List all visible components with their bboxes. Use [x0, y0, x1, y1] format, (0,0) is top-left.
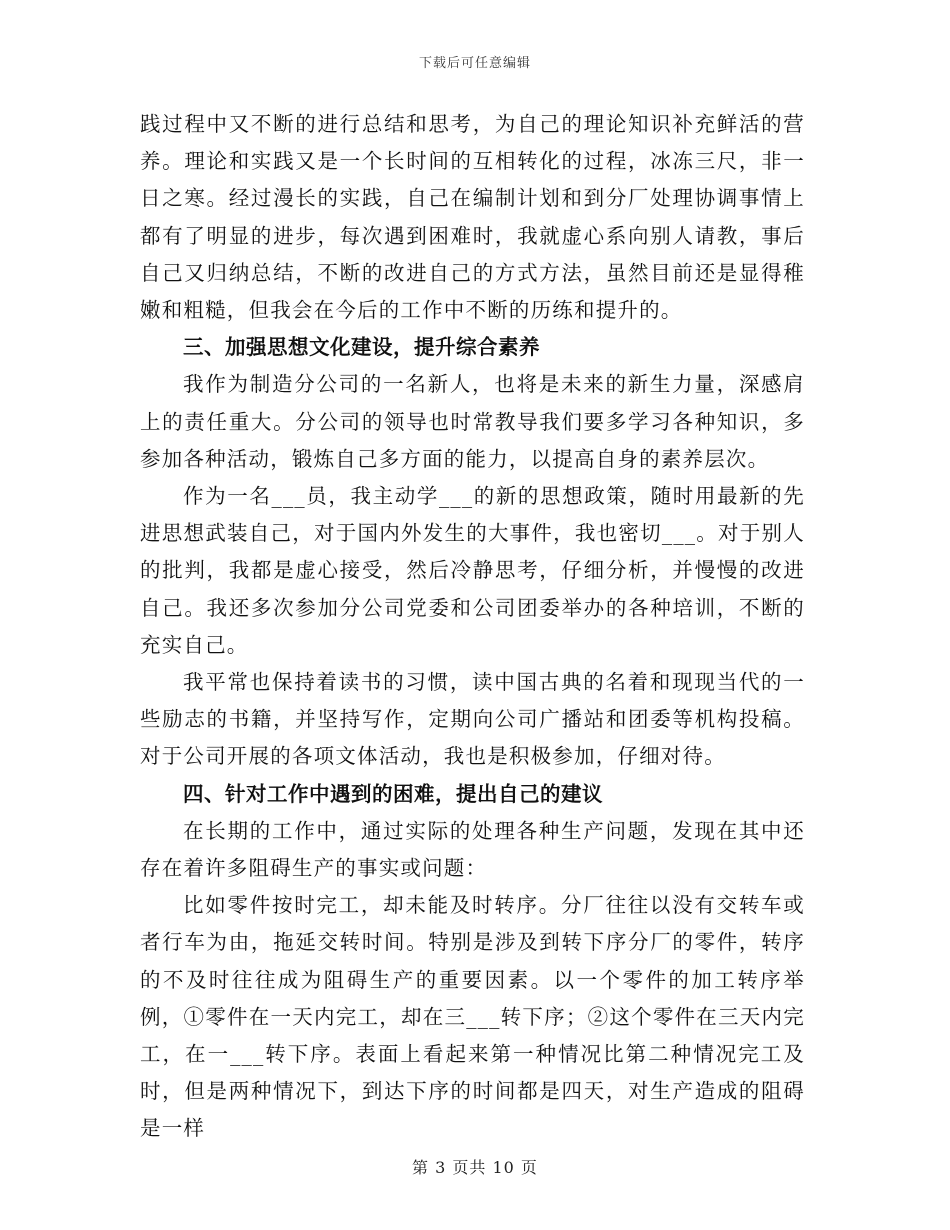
section-heading-3: 三、加强思想文化建设，提升综合素养: [183, 335, 541, 360]
paragraph-reading-habit: 我平常也保持着读书的习惯，读中国古典的名着和现现当代的一些励志的书籍，并坚持写作，定期向公司广播站和团委等机构投稿。对于公司开展的各项文体活动，我也是积极参加，仔细对待。: [140, 670, 805, 769]
paragraph-continuation: 践过程中又不断的进行总结和思考，为自己的理论知识补充鲜活的营养。理论和实践又是一个长时间的互相转化的过程，冰冻三尺，非一日之寒。经过漫长的实践，自己在编制计划和到分厂处理协调事情上都有了明显的进步，每次遇到困难时，我就虚心系向别人请教，事后自己又归纳总结，不断的改进自己的方式方法，虽然目前还是显得稚嫩和粗糙，但我会在今后的工作中不断的历练和提升的。: [140, 112, 805, 323]
page-footer: 第 3 页共 10 页: [412, 1158, 538, 1177]
page-header: 下载后可任意编辑: [418, 56, 531, 71]
paragraph-transfer-example: 比如零件按时完工，却未能及时转序。分厂往往以没有交转车或者行车为由，拖延交转时间。特别是涉及到转下序分厂的零件，转序的不及时往往成为阻碍生产的重要因素。以一个零件的加工转序举例，①零件在一天内完工，却在三___转下序；②这个零件在三天内完工，在一___转下序。表面上看起来第一种情况比第二种情况完工及时，但是两种情况下，到达下序的时间都是四天，对生产造成的阻碍是一样: [140, 893, 805, 1141]
paragraph-new-responsibility: 我作为制造分公司的一名新人，也将是未来的新生力量，深感肩上的责任重大。分公司的领导也时常教导我们要多学习各种知识，多参加各种活动，锻炼自己多方面的能力，以提高自身的素养层次。: [140, 372, 805, 471]
document-body: [140, 106, 805, 1148]
paragraph-problems-intro: 在长期的工作中，通过实际的处理各种生产问题，发现在其中还存在着许多阻碍生产的事实或问题：: [140, 818, 805, 881]
paragraph-thought-study: 作为一名___员，我主动学___的新的思想政策，随时用最新的先进思想武装自己，对于国内外发生的大事件，我也密切___。对于别人的批判，我都是虚心接受，然后冷静思考，仔细分析，并慢慢的改进自己。我还多次参加分公司党委和公司团委举办的各种培训，不断的充实自己。: [140, 484, 805, 657]
section-heading-4: 四、针对工作中遇到的困难，提出自己的建议: [183, 781, 604, 806]
